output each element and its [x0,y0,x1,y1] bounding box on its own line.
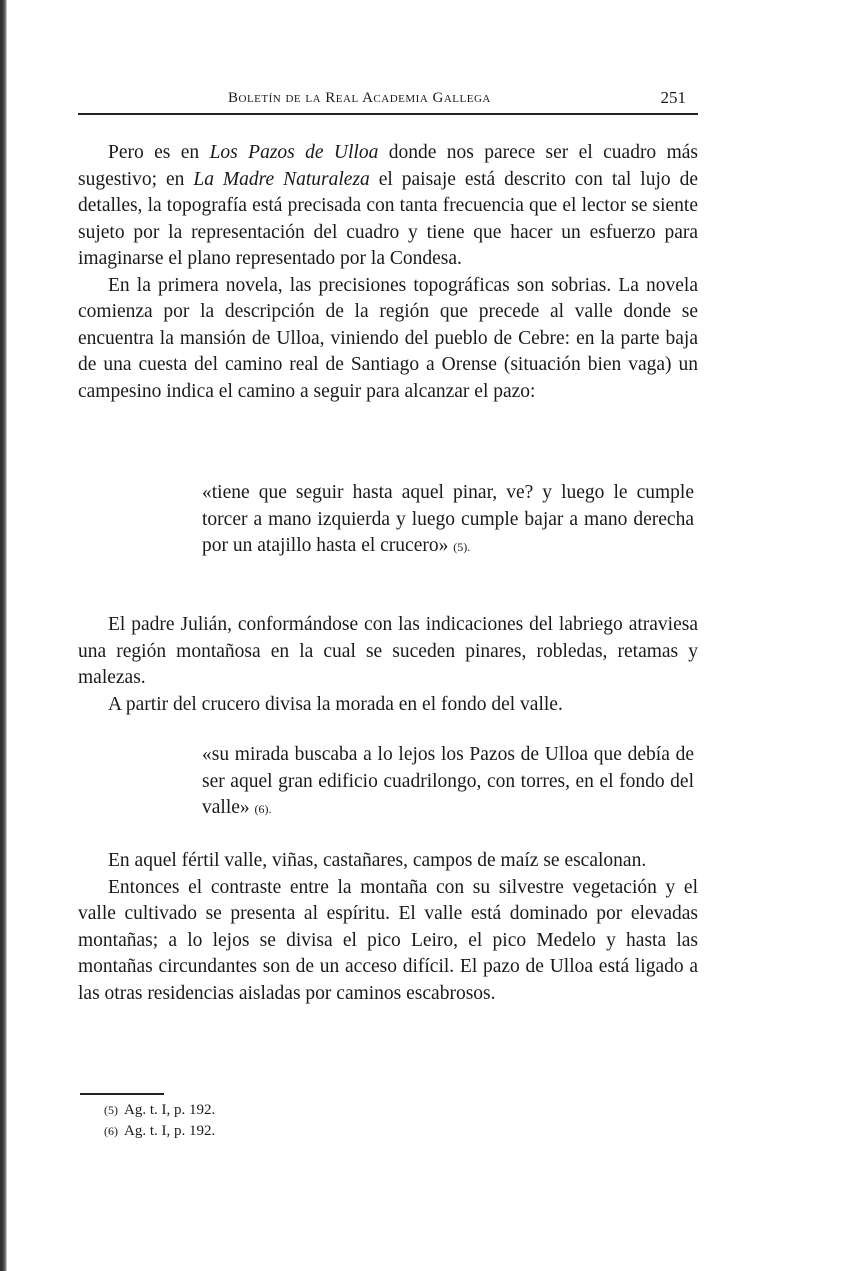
footnote-rule [80,1093,164,1095]
paragraph-1-part-c: el paisaje está descrito con tal lujo de detalles, la topografía está precisada con tanta frecuencia que el lector se siente sujeto por la representación del cuadro y tiene que hacer un esfuerzo para imaginarse el plano representado por la Condesa. [78,168,698,269]
block-quote-1 [202,480,694,561]
quote-2-text [202,742,694,823]
header-rule [78,113,698,115]
book-binding-edge [0,0,7,1271]
paragraph-4: A partir del crucero divisa la morada en el fondo del valle. [108,693,563,715]
footnote-5-text: Ag. t. I, p. 192. [124,1102,216,1118]
journal-title: Boletín de la Real Academia Gallega [228,90,491,106]
paragraph-3: El padre Julián, conformándose con las indicaciones del labriego atraviesa una región montañosa en la cual se suceden pinares, robledas, retamas y malezas. [78,614,698,688]
paragraph-1-part-a: Pero es en [108,142,210,163]
footnotes [104,1100,504,1142]
block-quote-2 [202,742,694,823]
body-text-middle [78,612,698,718]
body-text-lower [78,848,698,1007]
footnote-5 [104,1100,504,1121]
footnote-ref-5: (5). [453,540,471,554]
paragraph-5: En aquel fértil valle, viñas, castañares, campos de maíz se escalonan. [108,850,647,871]
paragraph-1-part-b: donde nos parece ser el cuadro más sugestivo; en [78,142,698,190]
quote-1-text [202,480,694,561]
novel-title-madre: La Madre Naturaleza [193,168,370,190]
novel-title-pazos: Los Pazos de Ulloa [209,142,379,163]
footnote-6 [104,1121,504,1142]
running-header [78,88,698,116]
body-text-upper [78,140,698,405]
paragraph-6: Entonces el contraste entre la montaña con su silvestre vegetación y el valle cultivado se presenta al espíritu. El valle está dominado por elevadas montañas; a lo lejos se divisa el pico Leiro, el pico Medelo y hasta las montañas circundantes son de un acceso difícil. El pazo de Ulloa está ligado a las otras residencias aisladas por caminos escabrosos. [78,876,698,1004]
footnote-6-text: Ag. t. I, p. 192. [124,1123,216,1139]
paragraph-2: En la primera novela, las precisiones topográficas son sobrias. La novela comienza por la descripción de la región que precede al valle donde se encuentra la mansión de Ulloa, viniendo del pueblo de Cebre: en la parte baja de una cuesta del camino real de Santiago a Orense (situación bien vaga) un campesino indica el camino a seguir para alcanzar el pazo: [78,274,698,402]
quote-2-body: «su mirada buscaba a lo lejos los Pazos de Ulloa que debía de ser aquel gran edificio cuadrilongo, con torres, en el fondo del valle» [202,744,694,818]
footnote-6-mark: (6) [104,1124,118,1138]
footnote-ref-6: (6). [254,802,272,816]
page-number: 251 [660,88,686,107]
footnote-5-mark: (5) [104,1103,118,1117]
paragraph-1 [78,140,698,273]
quote-1-body: «tiene que seguir hasta aquel pinar, ve? y luego le cumple torcer a mano izquierda y luego cumple bajar a mano derecha por un atajillo hasta el crucero» [202,482,694,556]
